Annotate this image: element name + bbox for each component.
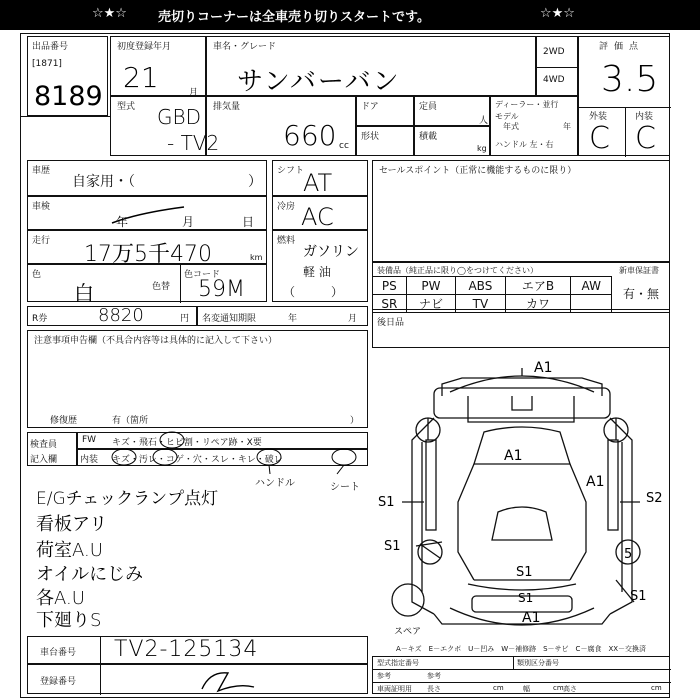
displacement-label: 排気量 [213, 102, 241, 112]
color-box [27, 264, 267, 305]
score-int-label: 内装 [635, 112, 654, 122]
first-reg-month-unit: 月 [189, 88, 199, 98]
load-label: 積載 [419, 132, 438, 142]
inspection-day: 日 [242, 215, 255, 229]
fuel-gas: ガソリン [303, 244, 359, 260]
car-damage-diagram [372, 352, 670, 642]
ac-box [272, 196, 368, 230]
spec-r3: 類別区分番号 [517, 659, 559, 667]
notice-year: 年 [288, 314, 298, 324]
notice-box [197, 306, 368, 326]
banner [0, 0, 700, 30]
fuel-diesel: 軽 油 [303, 265, 331, 279]
dealer-l2: モデル [495, 112, 519, 121]
model-box [110, 96, 220, 156]
score-box [578, 36, 670, 156]
warranty-value: 有・無 [623, 287, 660, 301]
dealer-l5: ハンドル 左・右 [495, 140, 554, 149]
reg-label: 登録番号 [40, 677, 77, 687]
lot-box [27, 36, 108, 116]
load-box [414, 126, 490, 156]
checker-int: 内装 [80, 455, 99, 465]
car-name-box [206, 36, 536, 96]
diagram-s1-mid: S1 [384, 539, 401, 554]
fuel-box [272, 230, 368, 302]
ac-value: AC [301, 203, 334, 231]
score-ext-label: 外装 [589, 112, 608, 122]
checker-fw: FW [82, 435, 97, 445]
color-value: 白 [74, 281, 94, 305]
recycle-value: 8820 [98, 305, 144, 326]
spec-r1: 型式指定番号 [377, 659, 419, 667]
model-label: 型式 [117, 102, 136, 112]
spec-r9: 高さ [563, 685, 577, 693]
diagram-a1-top: A1 [534, 360, 553, 376]
ac-label: 冷房 [277, 202, 296, 212]
banner-text: 売切りコーナーは全車売り切りスタートです。 [158, 10, 430, 25]
recycle-unit: 円 [180, 314, 190, 324]
notes-label: 注意事項申告欄（不具合内容等は具体的に記入して下さい） [34, 336, 278, 346]
shift-box [272, 160, 368, 196]
recycle-label: R券 [32, 314, 48, 324]
repair-close: ） [350, 416, 360, 426]
dealer-l1: ディーラー・並行 [495, 100, 559, 109]
legend: A－キズ E－エクボ U－凹み W－補修跡 S－サビ C－腐食 XX－交換済 [396, 645, 647, 653]
shape-box [356, 126, 414, 156]
lot-number: 8189 [34, 81, 103, 112]
first-reg-year: 21 [123, 61, 159, 94]
score-value: 3.5 [601, 59, 659, 100]
after-box [372, 312, 670, 348]
score-label: 評価点 [599, 42, 645, 52]
equip-aw: AW [571, 277, 612, 295]
spec-r5: 長さ [427, 685, 441, 693]
chassis-value: TV2-125134 [114, 637, 259, 662]
note-line-3: 荷室A.U [36, 540, 103, 561]
diagram-a1-left: A1 [504, 448, 523, 464]
inspection-year: 年 [116, 215, 129, 229]
car-name-value: サンバーバン [237, 67, 401, 97]
capacity-unit: 人 [479, 116, 489, 126]
annot-handle: ハンドル [255, 478, 295, 489]
dealer-l3: 年式 [503, 122, 519, 131]
spec-r6: 参考 [427, 672, 441, 680]
fuel-label: 燃料 [277, 236, 296, 246]
mileage-box [27, 230, 267, 267]
checker-label-box [27, 432, 77, 466]
diagram-five: 5 [624, 547, 633, 562]
checker-fw-items: キズ・飛石・ヒビ割・リペア跡・X要 [112, 438, 262, 448]
equip-sr: SR [373, 295, 407, 313]
spec-r4: 車両証明用 [377, 685, 412, 693]
equip-airbag: エアB [505, 277, 571, 295]
spec-r8: cm [493, 684, 504, 692]
note-line-2: 看板アリ [36, 514, 108, 535]
dealer-l4: 年 [563, 122, 571, 131]
mileage-label: 走行 [32, 236, 51, 246]
checker-l1: 検査員 [30, 440, 58, 450]
color-code-label: 色コード [184, 270, 221, 280]
banner-stars-right: ☆★☆ [540, 6, 575, 21]
checker-int-items: キズ・汚レ・コゲ・穴・スレ・キレ・破レ [112, 455, 283, 465]
diagram-s1-br: S1 [630, 589, 647, 604]
sales-point-label: セールスポイント（正常に機能するものに限り） [379, 166, 577, 176]
chassis-label: 車台番号 [40, 648, 77, 658]
history-value: 自家用・（ [72, 174, 135, 190]
displacement-unit: cc [339, 141, 349, 151]
checker-l2: 記入欄 [30, 455, 58, 465]
inspection-strike-mark [108, 203, 188, 227]
chassis-box [27, 636, 368, 664]
equip-tv: TV [456, 295, 505, 313]
score-int: C [635, 121, 656, 156]
drive-4wd: 4WD [543, 75, 565, 85]
model-value1: GBD [157, 105, 201, 129]
repair-label: 修復歴 [50, 416, 78, 426]
diagram-spare: スペア [394, 627, 422, 637]
inspection-month: 月 [182, 215, 195, 229]
history-box [27, 160, 267, 196]
mileage-value: 17万5千470 [84, 242, 212, 267]
history-label: 車歴 [32, 166, 51, 176]
displacement-value: 660 [283, 119, 337, 152]
first-reg-box [110, 36, 206, 96]
dealer-box [490, 96, 578, 156]
repair-value: 有（箇所 [112, 416, 149, 426]
sales-point-box [372, 160, 670, 262]
equip-leather: カワ [505, 295, 571, 313]
capacity-label: 定員 [419, 102, 438, 112]
diagram-a1-right: A1 [586, 474, 605, 490]
note-line-1: E/Gチェックランプ点灯 [36, 489, 219, 509]
equip-pw: PW [406, 277, 456, 295]
displacement-box [206, 96, 356, 156]
color-change: 色替 [152, 282, 171, 292]
spec-r2: 参考 [377, 672, 391, 680]
equip-abs: ABS [456, 277, 505, 295]
lot-label: 出品番号 [32, 42, 69, 52]
notice-label: 名変通知期限 [202, 314, 257, 324]
score-ext: C [589, 121, 610, 156]
color-code: 59M [198, 277, 245, 302]
annot-seat: シート [330, 482, 360, 493]
recycle-box [27, 306, 197, 326]
spec-r7: 幅 [523, 685, 530, 693]
fuel-paren: （ ） [283, 285, 344, 299]
equip-navi: ナビ [406, 295, 456, 313]
banner-stars-left: ☆★☆ [92, 6, 127, 21]
drive-2wd: 2WD [543, 47, 565, 57]
first-reg-label: 初度登録年月 [117, 42, 172, 52]
diagram-a1-bottom: A1 [522, 610, 541, 626]
reg-box [27, 664, 368, 694]
after-label: 後日品 [377, 318, 405, 328]
inspection-label: 車検 [32, 202, 51, 212]
spec-box [372, 656, 670, 694]
inspection-box [27, 196, 267, 230]
door-label: ドア [361, 102, 379, 112]
door-box [356, 96, 414, 126]
diagram-s1-wheel: S1 [516, 565, 533, 580]
capacity-box [414, 96, 490, 126]
diagram-s1-center: S1 [518, 591, 534, 605]
spec-r11: cm [651, 684, 662, 692]
reg-check-mark [198, 667, 258, 693]
shape-label: 形状 [361, 132, 380, 142]
drive-box [536, 36, 578, 96]
notice-month: 月 [348, 314, 358, 324]
color-label: 色 [32, 270, 42, 280]
lot-code: [1871] [32, 59, 62, 69]
shift-label: シフト [277, 166, 305, 176]
load-unit: kg [477, 144, 487, 153]
note-line-4: オイルにじみ [36, 564, 144, 585]
car-name-label: 車名・グレード [213, 42, 277, 52]
notes-box [27, 330, 368, 428]
diagram-s1-left: S1 [378, 495, 395, 510]
warranty-label: 新車保証書 [619, 266, 659, 275]
history-close: ） [248, 174, 262, 190]
note-line-5: 各A.U [36, 588, 85, 609]
diagram-s2-right: S2 [646, 491, 663, 506]
mileage-unit: km [250, 253, 263, 262]
equipment-table [372, 276, 612, 313]
equip-ps: PS [373, 277, 407, 295]
shift-value: AT [303, 169, 333, 197]
equipment-label: 装備品（純正品に限り◯をつけてください） [377, 266, 538, 275]
model-value2: - TV2 [167, 131, 220, 155]
note-line-6: 下廻りS [36, 610, 102, 631]
spec-r10: cm [553, 684, 564, 692]
